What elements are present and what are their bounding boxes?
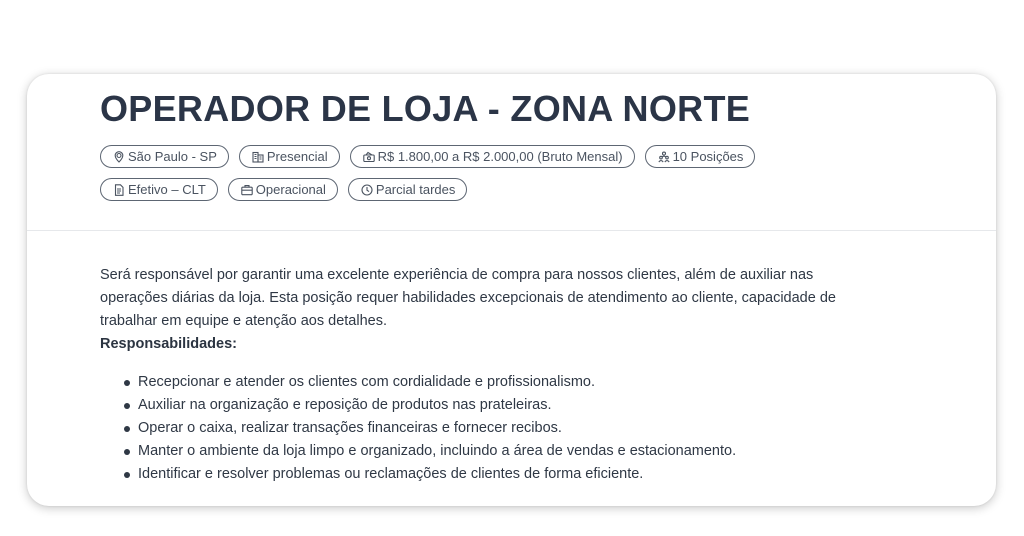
tag-salary <box>350 145 635 168</box>
list-item: Manter o ambiente da loja limpo e organizado, incluindo a área de vendas e estacionamento. <box>124 440 840 463</box>
tag-work-mode <box>239 145 340 168</box>
briefcase-icon <box>241 184 253 196</box>
tag-work-mode-label: Presencial <box>266 149 328 164</box>
tag-area-label: Operacional <box>255 182 326 197</box>
clock-icon <box>361 184 373 196</box>
job-title: OPERADOR DE LOJA - ZONA NORTE <box>100 88 751 129</box>
responsibilities-list <box>100 371 840 486</box>
building-icon <box>252 151 264 163</box>
job-header <box>27 74 996 231</box>
list-item: Auxiliar na organização e reposição de produtos nas prateleiras. <box>124 394 840 417</box>
list-item: Identificar e resolver problemas ou reclamações de clientes de forma eficiente. <box>124 463 840 486</box>
tag-positions-label: 10 Posições <box>672 149 744 164</box>
tag-area <box>228 178 338 201</box>
responsibilities-heading: Responsabilidades: <box>100 336 237 352</box>
job-tags <box>100 145 880 201</box>
job-body <box>100 264 840 486</box>
tag-contract-label: Efetivo – CLT <box>128 182 206 197</box>
tag-salary-label: R$ 1.800,00 a R$ 2.000,00 (Bruto Mensal) <box>377 149 623 164</box>
tag-location <box>100 145 229 168</box>
job-description: Será responsável por garantir uma excelente experiência de compra para nossos clientes, além de auxiliar nas operações diárias da loja. Esta posição requer habilidades excepcionais de atendimento ao cliente, capacidade de trabalhar em equipe e atenção aos detalhes. <box>100 267 836 329</box>
tag-contract <box>100 178 218 201</box>
list-item: Recepcionar e atender os clientes com cordialidade e profissionalismo. <box>124 371 840 394</box>
tag-schedule <box>348 178 467 201</box>
location-pin-icon <box>113 151 125 163</box>
job-card <box>27 74 996 506</box>
money-icon <box>363 151 375 163</box>
document-icon <box>113 184 125 196</box>
tag-schedule-label: Parcial tardes <box>375 182 456 197</box>
tag-location-label: São Paulo - SP <box>128 149 217 164</box>
list-item: Operar o caixa, realizar transações financeiras e fornecer recibos. <box>124 417 840 440</box>
people-icon <box>658 151 670 163</box>
tag-positions <box>645 145 756 168</box>
